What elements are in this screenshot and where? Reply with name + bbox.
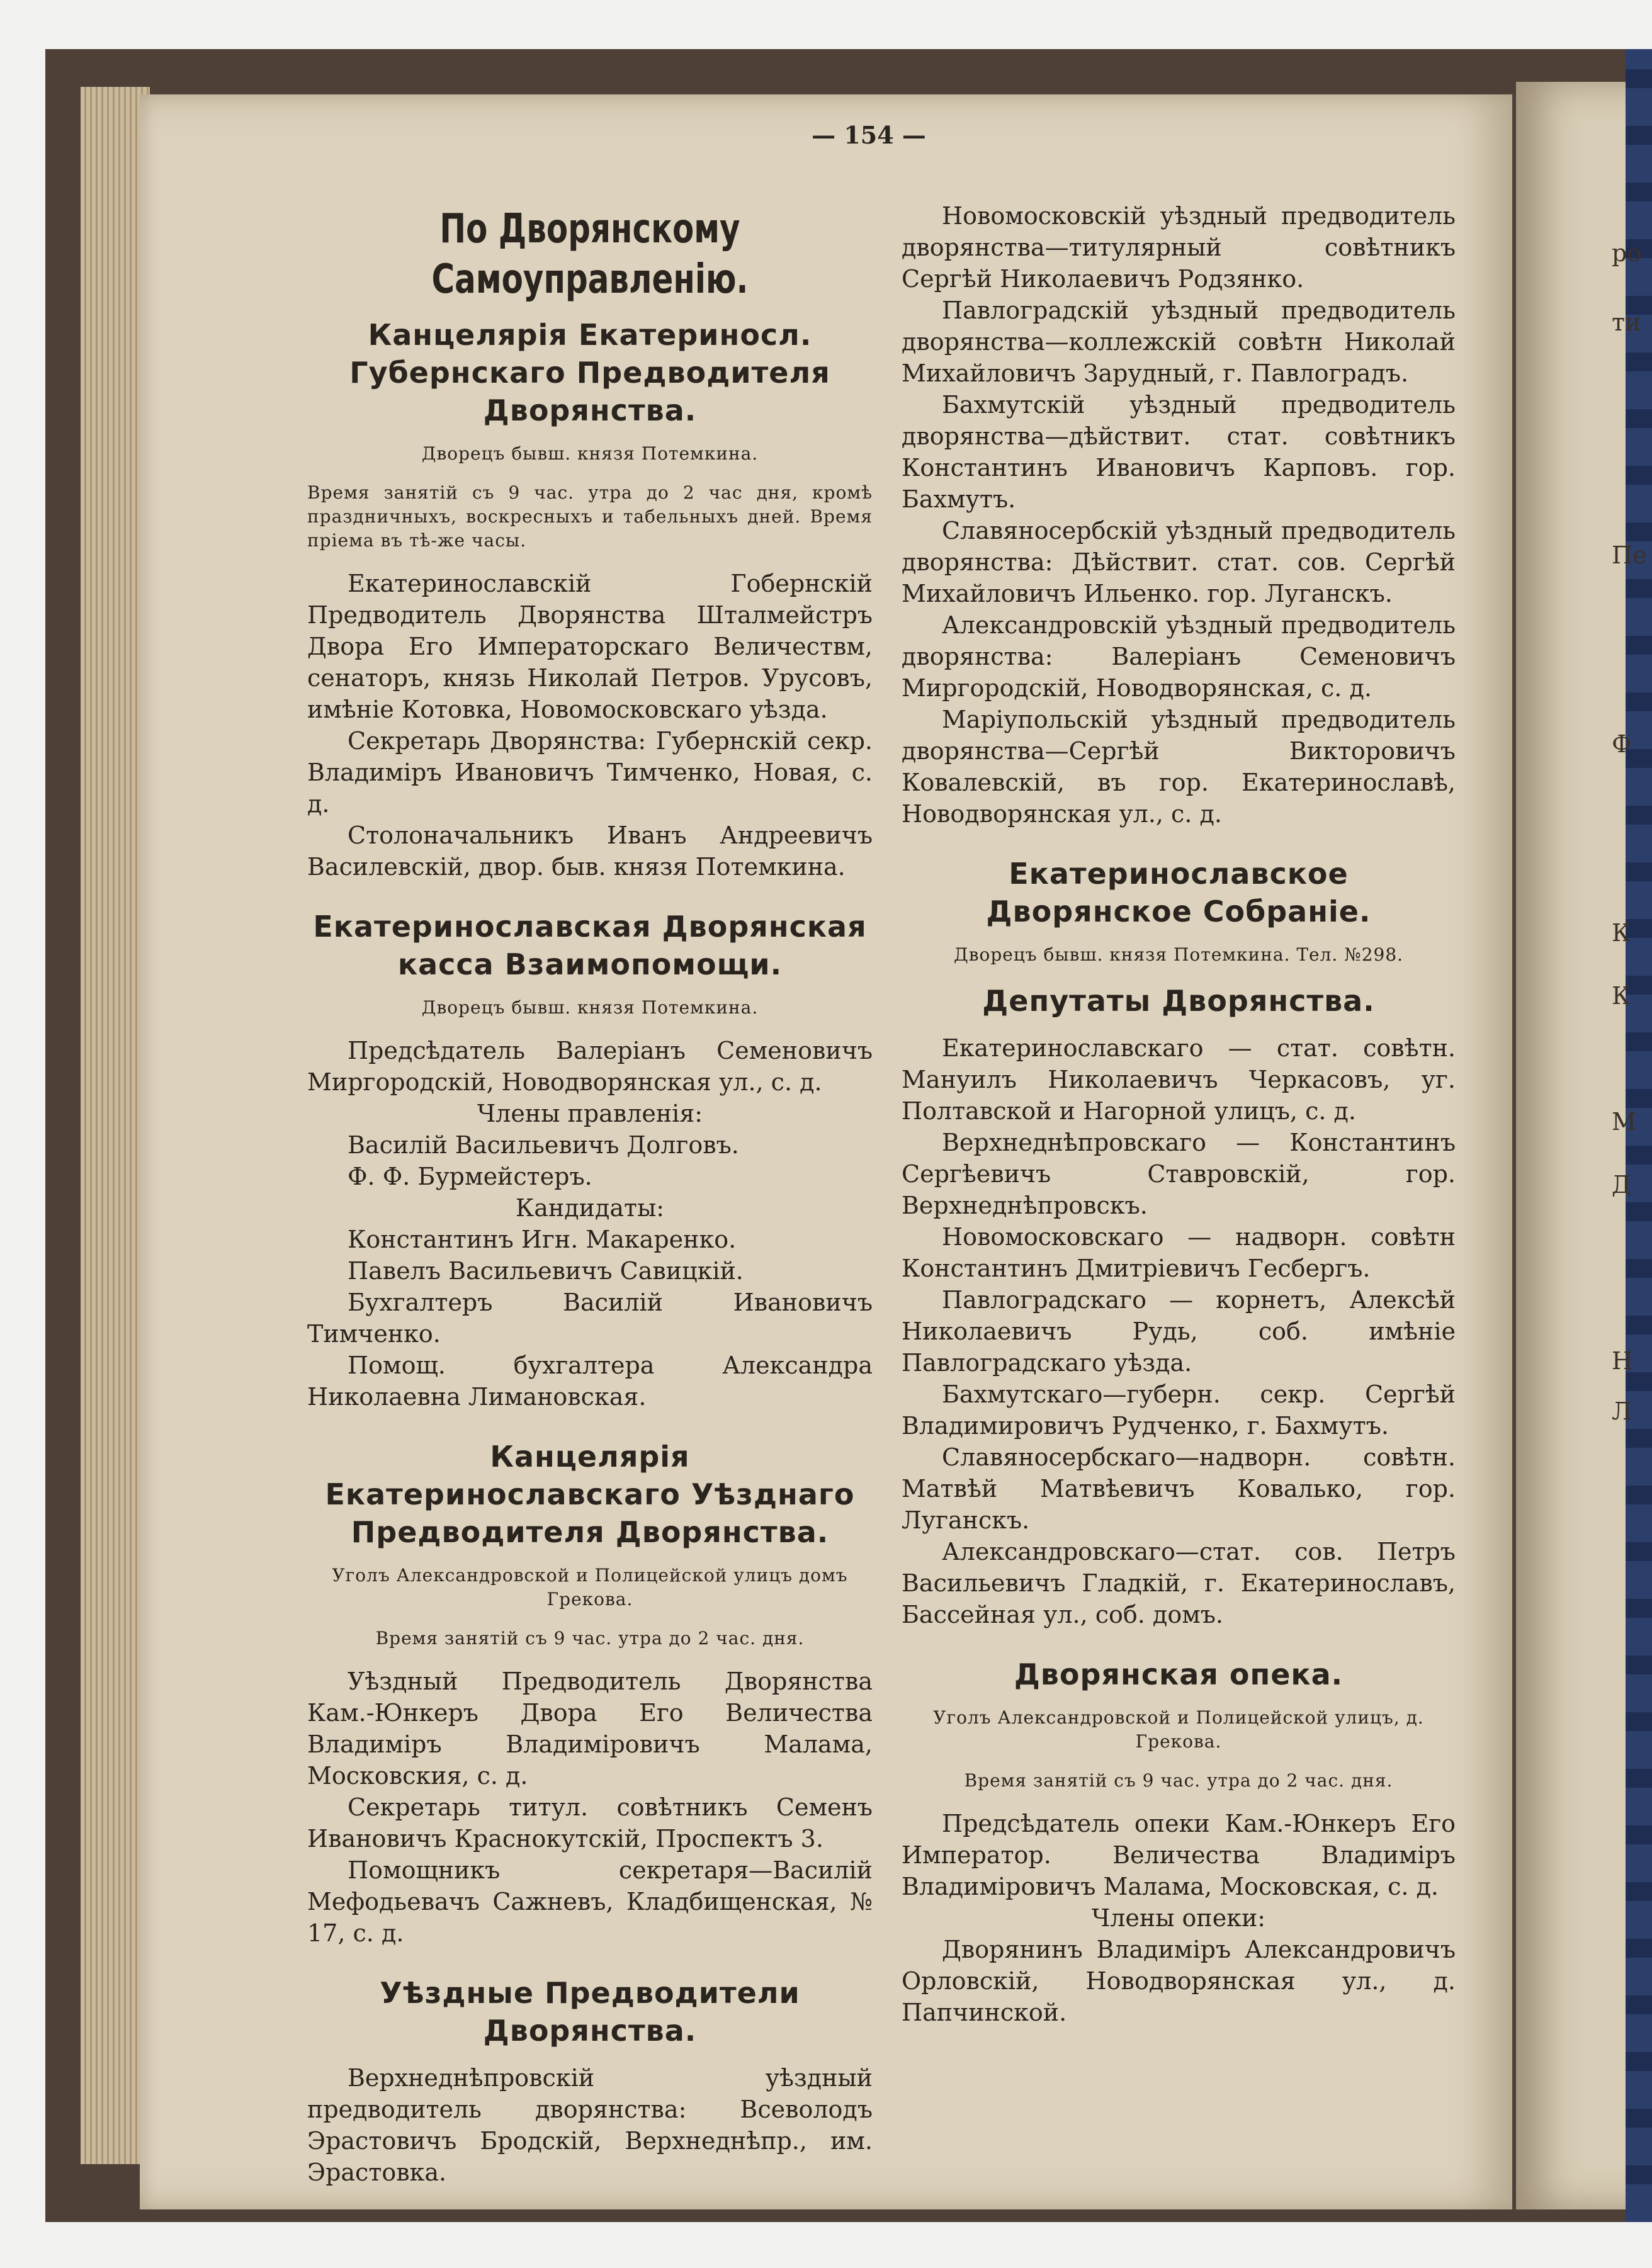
list-item: Ф. Ф. Бурмейстеръ. (348, 1163, 592, 1190)
section-title: Дворянская опека. (1014, 1657, 1344, 1691)
edge-fragment: К (1612, 982, 1631, 1010)
left-column (307, 200, 873, 2188)
address-note: Дворецъ бывш. князя Потемкина. (421, 443, 759, 464)
main-title: По Дворянскому Самоуправленію. (431, 206, 749, 303)
paragraph: Александровскаго—стат. сов. Петръ Васильевичъ Гладкій, г. Екатеринославъ, Бассейная ул., соб. домъ. (902, 1538, 1456, 1628)
paragraph: Столоначальникъ Иванъ Андреевичъ Василевскій, двор. быв. князя Потемкина. (307, 821, 873, 881)
paragraph: Маріупольскій уѣздный предводитель дворянства—Сергѣй Викторовичъ Ковалевскій, въ гор. Екатеринославѣ, Новодворянская ул., с. д. (902, 706, 1456, 828)
paragraph: Уѣздный Предводитель Дворянства Кам.-Юнкеръ Двора Его Величества Владиміръ Владиміровичъ Малама, Московския, с. д. (307, 1667, 873, 1790)
hours-note: Время занятій съ 9 час. утра до 2 час дня, кромѣ праздничныхъ, воскресныхъ и табельныхъ дней. Время пріема въ тѣ-же часы. (307, 482, 873, 551)
paragraph: Екатеринославскій Гобернскій Предводитель Дворянства Шталмейстръ Двора Его Императорскаго Величествм, сенаторъ, князь Николай Петров. Урусовъ, имѣніе Котовка, Новомосковскаго уѣзда. (307, 570, 873, 723)
paragraph: Славяносербскій уѣздный предводитель дворянства: Дѣйствит. стат. сов. Сергѣй Михайловичъ Ильенко. гор. Луганскъ. (902, 517, 1456, 607)
section-title: Уѣздные Предводители Дворянства. (380, 1976, 800, 2048)
edge-fragment: Ф (1612, 730, 1632, 758)
paragraph: Бахмутскаго—губерн. секр. Сергѣй Владимировичъ Рудченко, г. Бахмутъ. (902, 1380, 1456, 1440)
paragraph: Павлоградскаго — корнетъ, Алексѣй Николаевичъ Рудь, соб. имѣніе Павлоградскаго уѣзда. (902, 1286, 1456, 1377)
edge-fragment: Н (1612, 1347, 1633, 1375)
edge-fragment: Д (1612, 1171, 1631, 1199)
edge-fragment: Л (1612, 1397, 1632, 1425)
paragraph: Секретарь титул. совѣтникъ Семенъ Ивановичъ Краснокутскій, Проспектъ 3. (307, 1793, 873, 1853)
paragraph: Новомосковскій уѣздный предводитель дворянства—титулярный совѣтникъ Сергѣй Николаевичъ Родзянко. (902, 202, 1456, 293)
paragraph: Дворянинъ Владиміръ Александровичъ Орловскій, Новодворянская ул., д. Папчинской. (902, 1936, 1456, 2026)
subheading: Члены опеки: (1091, 1904, 1266, 1932)
subheading: Члены правленія: (477, 1100, 703, 1127)
section-title: Канцелярія Екатеринославскаго Уѣзднаго Предводителя Дворянства. (325, 1440, 855, 1549)
paragraph: Предсѣдатель Валеріанъ Семеновичъ Миргородскій, Новодворянская ул., с. д. (307, 1037, 873, 1096)
section-title: Депутаты Дворянства. (982, 984, 1375, 1018)
paragraph: Помощ. бухгалтера Александра Николаевна Лимановская. (307, 1351, 873, 1411)
subheading: Кандидаты: (515, 1194, 665, 1222)
edge-fragment: ро (1612, 239, 1642, 267)
edge-fragment: К (1612, 919, 1631, 947)
list-item: Павелъ Васильевичъ Савицкій. (348, 1257, 744, 1285)
paragraph: Бухгалтеръ Василій Ивановичъ Тимченко. (307, 1289, 873, 1348)
paragraph: Верхнеднѣпровскаго — Константинъ Сергѣевичъ Ставровскій, гор. Верхнеднѣпровскъ. (902, 1129, 1456, 1219)
binding-ribbon (1626, 49, 1652, 2222)
paragraph: Предсѣдатель опеки Кам.-Юнкеръ Его Император. Величества Владиміръ Владиміровичъ Малама, Московская, с. д. (902, 1810, 1456, 1900)
page-number: — 154 — (812, 121, 926, 149)
paragraph: Екатеринославскаго — стат. совѣтн. Мануилъ Николаевичъ Черкасовъ, уг. Полтавской и Нагорной улицъ, с. д. (902, 1034, 1456, 1125)
address-note: Уголъ Александровской и Полицейской улицъ, д. Грекова. (933, 1707, 1424, 1752)
edge-fragment: Пе (1612, 541, 1647, 569)
edge-fragment: ти (1612, 308, 1641, 336)
list-item: Василій Васильевичъ Долговъ. (348, 1131, 739, 1159)
paragraph: Верхнеднѣпровскій уѣздный предводитель дворянства: Всеволодъ Эрастовичъ Бродскій, Верхнеднѣпр., им. Эрастовка. (307, 2064, 873, 2186)
hours-note: Время занятій съ 9 час. утра до 2 час. дня. (375, 1628, 805, 1649)
paragraph: Славяносербскаго—надворн. совѣтн. Матвѣй Матвѣевичъ Ковалько, гор. Луганскъ. (902, 1443, 1456, 1534)
paragraph: Александровскій уѣздный предводитель дворянства: Валеріанъ Семеновичъ Миргородскій, Новодворянская, с. д. (902, 611, 1456, 702)
paragraph: Новомосковскаго — надворн. совѣтн Константинъ Дмитріевичъ Гесбергъ. (902, 1223, 1456, 1282)
hours-note: Время занятій съ 9 час. утра до 2 час. дня. (964, 1770, 1393, 1791)
section-title: Екатеринославская Дворянская касса Взаимопомощи. (313, 910, 867, 981)
list-item: Константинъ Игн. Макаренко. (348, 1226, 737, 1253)
section-title: Екатеринославское Дворянское Собраніе. (986, 857, 1371, 928)
paragraph: Павлоградскій уѣздный предводитель дворянства—коллежскій совѣтн Николай Михайловичъ Зарудный, г. Павлоградъ. (902, 296, 1456, 387)
section-title: Канцелярія Екатериносл. Губернскаго Предводителя Дворянства. (349, 318, 830, 427)
right-column (902, 200, 1456, 2028)
paragraph: Помощникъ секретаря—Василій Мефодьевачъ Сажневъ, Кладбищенская, № 17, с. д. (307, 1856, 873, 1947)
address-note: Уголъ Александровской и Полицейской улицъ домъ Грекова. (332, 1565, 848, 1610)
address-note: Дворецъ бывш. князя Потемкина. (421, 997, 759, 1018)
address-note: Дворецъ бывш. князя Потемкина. Тел. №298. (953, 944, 1404, 965)
paragraph: Секретарь Дворянства: Губернскій секр. Владиміръ Ивановичъ Тимченко, Новая, с. д. (307, 727, 873, 818)
edge-fragment: М (1612, 1108, 1636, 1136)
paragraph: Бахмутскій уѣздный предводитель дворянства—дѣйствит. стат. совѣтникъ Константинъ Ивановичъ Карповъ. гор. Бахмутъ. (902, 391, 1456, 513)
